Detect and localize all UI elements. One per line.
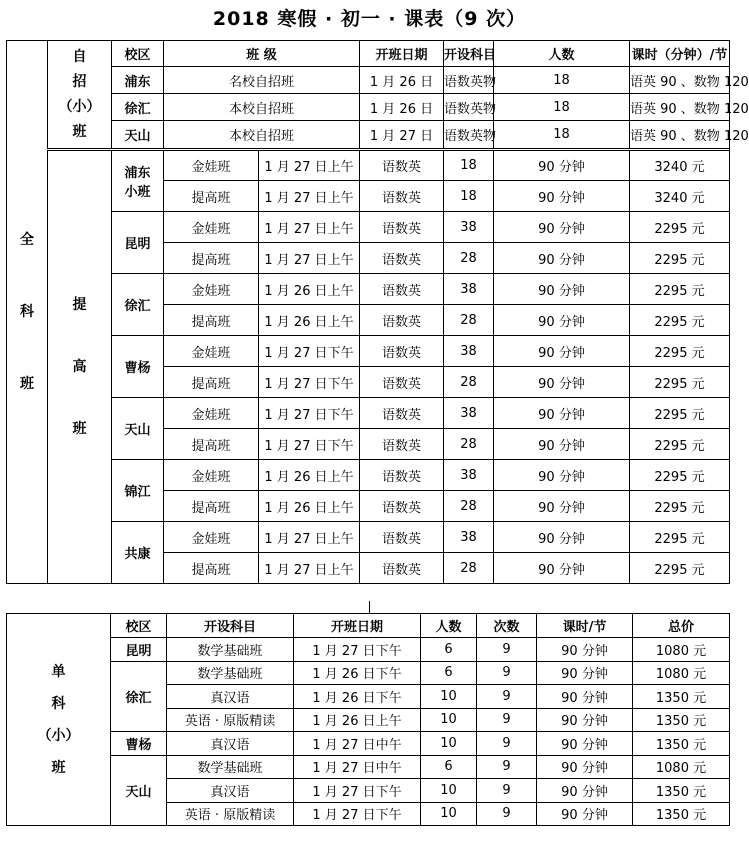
campus-cell: 昆明 [111, 638, 167, 662]
table-row [7, 67, 730, 94]
table-cell: 28 [444, 553, 494, 584]
table-cell: 90 分钟 [494, 491, 630, 522]
table-row [7, 150, 730, 181]
table-cell: 9 [477, 802, 537, 826]
table-cell: 语数英 [360, 150, 444, 181]
table-cell: 金娃班 [164, 460, 259, 491]
table-cell: 1080 元 [633, 638, 730, 662]
table-cell: 1350 元 [633, 685, 730, 709]
table-cell: 1 月 27 日下午 [259, 429, 360, 460]
table-cell: 1 月 26 日上午 [294, 708, 421, 732]
table-cell: 38 [444, 274, 494, 305]
header-row [7, 41, 730, 67]
table-cell: 28 [444, 243, 494, 274]
table-cell: 38 [444, 336, 494, 367]
column-header: 次数 [477, 614, 537, 638]
table-cell: 18 [494, 121, 630, 150]
table-cell: 1350 元 [633, 732, 730, 756]
table-cell: 90 分钟 [494, 336, 630, 367]
table-cell: 10 [421, 685, 477, 709]
table-cell: 18 [494, 67, 630, 94]
table-cell: 1 月 27 日中午 [294, 732, 421, 756]
table-cell: 6 [421, 638, 477, 662]
table-cell: 金娃班 [164, 274, 259, 305]
table-cell: 1 月 26 日上午 [259, 491, 360, 522]
table-cell: 10 [421, 732, 477, 756]
table-cell: 1 月 27 日上午 [259, 243, 360, 274]
table-cell: 本校自招班 [164, 94, 360, 121]
table-cell: 1 月 27 日下午 [294, 638, 421, 662]
table-cell: 2295 元 [630, 305, 730, 336]
table-cell: 38 [444, 460, 494, 491]
campus-cell: 曹杨 [112, 336, 164, 398]
table-cell: 90 分钟 [494, 429, 630, 460]
table-cell: 9 [477, 779, 537, 803]
full-subject-label: 全 科 班 [7, 41, 48, 584]
column-header: 开班日期 [294, 614, 421, 638]
table-cell: 3240 元 [630, 150, 730, 181]
table-cell: 9 [477, 638, 537, 662]
table-cell: 数学基础班 [167, 638, 294, 662]
table-cell: 1350 元 [633, 779, 730, 803]
table-cell: 2295 元 [630, 336, 730, 367]
table-cell: 真汉语 [167, 732, 294, 756]
table-cell: 提高班 [164, 243, 259, 274]
table-cell: 语数英物 [444, 94, 494, 121]
column-header: 课时（分钟）/节 [630, 41, 730, 67]
campus-cell: 浦东 小班 [112, 150, 164, 212]
table-cell: 18 [444, 181, 494, 212]
table-cell: 90 分钟 [537, 638, 633, 662]
table-cell: 6 [421, 661, 477, 685]
table-cell: 2295 元 [630, 522, 730, 553]
table-cell: 提高班 [164, 491, 259, 522]
table-cell: 1 月 27 日上午 [259, 553, 360, 584]
table-row [7, 274, 730, 305]
table-cell: 1 月 27 日下午 [259, 336, 360, 367]
table-row [7, 661, 730, 685]
table-cell: 2295 元 [630, 212, 730, 243]
table-cell: 2295 元 [630, 460, 730, 491]
table-cell: 提高班 [164, 429, 259, 460]
table-cell: 1 月 27 日下午 [259, 367, 360, 398]
table-cell: 28 [444, 367, 494, 398]
table-cell: 语数英 [360, 522, 444, 553]
table-cell: 90 分钟 [494, 150, 630, 181]
table-cell: 10 [421, 779, 477, 803]
table-cell: 1 月 27 日中午 [294, 755, 421, 779]
table-cell: 语数英 [360, 491, 444, 522]
table-cell: 1 月 27 日下午 [259, 398, 360, 429]
table-cell: 语数英 [360, 181, 444, 212]
campus-cell: 共康 [112, 522, 164, 584]
table-cell: 金娃班 [164, 522, 259, 553]
table-row [7, 732, 730, 756]
campus-cell: 天山 [111, 755, 167, 826]
table-cell: 1350 元 [633, 708, 730, 732]
column-header: 总价 [633, 614, 730, 638]
table-cell: 语数英 [360, 305, 444, 336]
campus-cell: 徐汇 [112, 274, 164, 336]
table-cell: 1 月 27 日 [360, 121, 444, 150]
table-cell: 1080 元 [633, 755, 730, 779]
table-cell: 2295 元 [630, 429, 730, 460]
table-cell: 2295 元 [630, 398, 730, 429]
table-cell: 90 分钟 [537, 802, 633, 826]
table-cell: 语数英物 [444, 67, 494, 94]
table-cell: 英语 · 原版精读 [167, 708, 294, 732]
table-cell: 90 分钟 [537, 732, 633, 756]
table-cell: 1 月 27 日上午 [259, 212, 360, 243]
table-cell: 1 月 27 日上午 [259, 150, 360, 181]
table-cell: 90 分钟 [494, 553, 630, 584]
table-cell: 38 [444, 522, 494, 553]
column-header: 校区 [111, 614, 167, 638]
table-cell: 3240 元 [630, 181, 730, 212]
table-cell: 28 [444, 305, 494, 336]
table-cell: 提高班 [164, 367, 259, 398]
table-cell: 90 分钟 [494, 367, 630, 398]
table-cell: 90 分钟 [494, 398, 630, 429]
table-cell: 2295 元 [630, 553, 730, 584]
table-cell: 语数英 [360, 429, 444, 460]
table-cell: 38 [444, 212, 494, 243]
table-cell: 1 月 26 日下午 [294, 685, 421, 709]
table-cell: 语数英 [360, 460, 444, 491]
table-cell: 9 [477, 755, 537, 779]
table-cell: 金娃班 [164, 336, 259, 367]
campus-cell: 曹杨 [111, 732, 167, 756]
table-cell: 1 月 26 日 [360, 67, 444, 94]
table-row [7, 398, 730, 429]
table-cell: 1 月 27 日上午 [259, 181, 360, 212]
table-row [7, 638, 730, 662]
table-cell: 2295 元 [630, 491, 730, 522]
table-cell: 90 分钟 [537, 779, 633, 803]
table-cell: 90 分钟 [494, 181, 630, 212]
table-cell: 18 [494, 94, 630, 121]
table-cell: 38 [444, 398, 494, 429]
table-cell: 2295 元 [630, 274, 730, 305]
table-cell: 90 分钟 [494, 522, 630, 553]
table-cell: 英语 · 原版精读 [167, 802, 294, 826]
table-row [7, 121, 730, 150]
table-cell: 提高班 [164, 553, 259, 584]
column-header: 班 级 [164, 41, 360, 67]
table-cell: 语数英 [360, 367, 444, 398]
full-subject-table [6, 40, 749, 584]
table-cell: 1350 元 [633, 802, 730, 826]
table-cell: 90 分钟 [494, 274, 630, 305]
table-cell: 提高班 [164, 305, 259, 336]
table-cell: 1 月 26 日上午 [259, 460, 360, 491]
table-cell: 真汉语 [167, 779, 294, 803]
table-cell: 10 [421, 708, 477, 732]
table-cell: 90 分钟 [494, 305, 630, 336]
self-enroll-label: 自 招 （小） 班 [48, 41, 112, 150]
campus-cell: 徐汇 [111, 661, 167, 732]
table-row [7, 94, 730, 121]
page-title: 2018 寒假 · 初一 · 课表（9 次） [212, 8, 527, 30]
single-subject-label: 单 科 （小） 班 [7, 614, 111, 826]
table-cell: 90 分钟 [494, 212, 630, 243]
campus-cell: 昆明 [112, 212, 164, 274]
table-cell: 2295 元 [630, 243, 730, 274]
campus-cell: 浦东 [112, 67, 164, 94]
column-header: 开设科目 [167, 614, 294, 638]
column-header: 校区 [112, 41, 164, 67]
table-row [7, 460, 730, 491]
table-cell: 6 [421, 755, 477, 779]
connector-line [369, 601, 370, 613]
table-cell: 90 分钟 [537, 755, 633, 779]
table-cell: 金娃班 [164, 150, 259, 181]
table-cell: 语英 90 、数物 120 [630, 94, 730, 121]
table-cell: 1 月 26 日下午 [294, 661, 421, 685]
table-cell: 语英 90 、数物 120 [630, 121, 730, 150]
table-cell: 金娃班 [164, 212, 259, 243]
table-cell: 1 月 26 日 [360, 94, 444, 121]
table-cell: 90 分钟 [537, 661, 633, 685]
table-cell: 语数英 [360, 336, 444, 367]
table-cell: 9 [477, 708, 537, 732]
table-cell: 金娃班 [164, 398, 259, 429]
column-header: 开设科目 [444, 41, 494, 67]
table-cell: 语数英 [360, 553, 444, 584]
table-row [7, 755, 730, 779]
table-cell: 数学基础班 [167, 755, 294, 779]
table-cell: 本校自招班 [164, 121, 360, 150]
column-header: 人数 [494, 41, 630, 67]
table-cell: 28 [444, 429, 494, 460]
table-cell: 9 [477, 661, 537, 685]
table-cell: 语数英物 [444, 121, 494, 150]
campus-cell: 天山 [112, 121, 164, 150]
campus-cell: 锦江 [112, 460, 164, 522]
table-cell: 9 [477, 685, 537, 709]
table-cell: 名校自招班 [164, 67, 360, 94]
table-cell: 18 [444, 150, 494, 181]
table-cell: 1 月 27 日上午 [259, 522, 360, 553]
column-header: 课时/节 [537, 614, 633, 638]
table-cell: 1 月 26 日上午 [259, 305, 360, 336]
table-cell: 语数英 [360, 398, 444, 429]
campus-cell: 徐汇 [112, 94, 164, 121]
table-cell: 90 分钟 [494, 243, 630, 274]
table-cell: 1 月 27 日下午 [294, 802, 421, 826]
table-cell: 1080 元 [633, 661, 730, 685]
table-cell: 语数英 [360, 274, 444, 305]
table-cell: 10 [421, 802, 477, 826]
table-cell: 1 月 27 日下午 [294, 779, 421, 803]
table-cell: 90 分钟 [494, 460, 630, 491]
header-row [7, 614, 730, 638]
column-header: 开班日期 [360, 41, 444, 67]
advanced-class-label: 提 高 班 [48, 150, 112, 584]
table-cell: 语数英 [360, 212, 444, 243]
table-cell: 数学基础班 [167, 661, 294, 685]
table-cell: 90 分钟 [537, 685, 633, 709]
column-header: 人数 [421, 614, 477, 638]
table-cell: 提高班 [164, 181, 259, 212]
table-cell: 90 分钟 [537, 708, 633, 732]
table-cell: 9 [477, 732, 537, 756]
table-row [7, 522, 730, 553]
table-cell: 1 月 26 日上午 [259, 274, 360, 305]
table-row [7, 212, 730, 243]
campus-cell: 天山 [112, 398, 164, 460]
table-cell: 真汉语 [167, 685, 294, 709]
table-cell: 2295 元 [630, 367, 730, 398]
table-row [7, 336, 730, 367]
table-cell: 语数英 [360, 243, 444, 274]
table-cell: 语英 90 、数物 120 [630, 67, 730, 94]
single-subject-table [6, 613, 730, 826]
table-cell: 28 [444, 491, 494, 522]
